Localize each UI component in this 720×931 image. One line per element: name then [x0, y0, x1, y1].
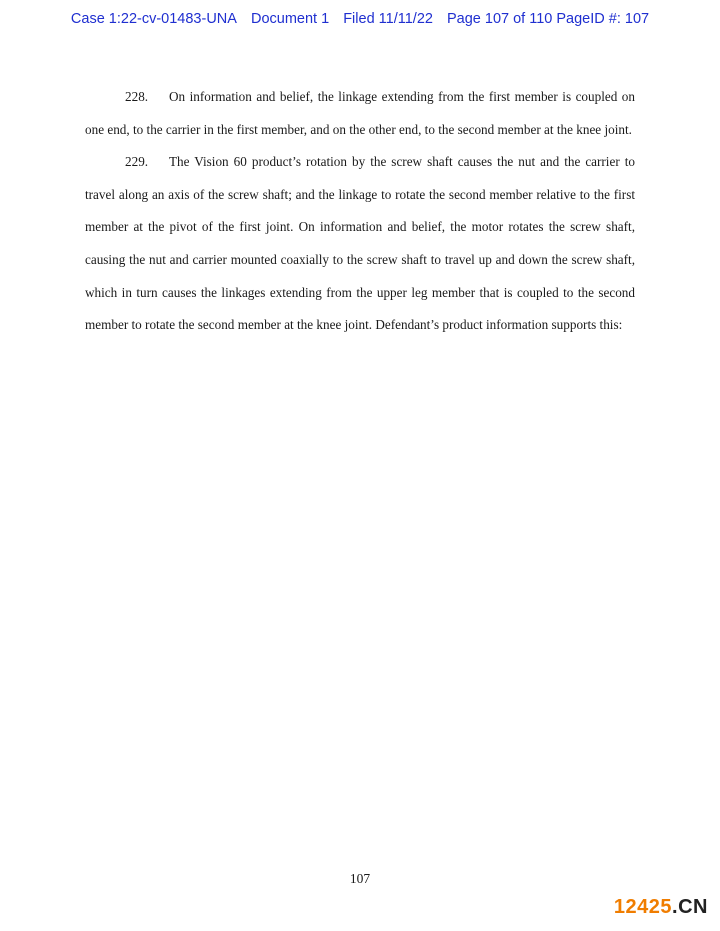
paragraph-228 — [85, 81, 635, 146]
watermark-logo — [614, 896, 708, 919]
paragraph-text: The Vision 60 product’s rotation by the screw shaft causes the nut and the carrier to travel along an axis of the screw shaft; and the linkage to rotate the second member relative to the first member at the pivot of the first joint. On information and belief, the motor rotates the screw shaft, causing the nut and carrier mounted coaxially to the screw shaft to travel up and down the screw shaft, which in turn causes the linkages extending from the upper leg member that is coupled to the second member to rotate the second member at the knee joint. Defendant’s product information supports this: — [85, 154, 635, 333]
case-header — [0, 11, 720, 27]
watermark-tld: .CN — [672, 896, 708, 918]
paragraph-number: 228. — [125, 89, 149, 104]
watermark-number: 12425 — [613, 896, 673, 918]
page-id: Page 107 of 110 PageID #: 107 — [446, 11, 650, 27]
paragraph-229 — [85, 146, 635, 342]
paragraph-number: 229. — [125, 154, 149, 170]
document-body — [85, 81, 635, 342]
case-number: Case 1:22-cv-01483-UNA — [70, 11, 237, 27]
paragraph-text: On information and belief, the linkage extending from the first member is coupled on one end, to the carrier in the first member, and on the other end, to the second member at the knee joint. — [85, 89, 635, 137]
filed-date: Filed 11/11/22 — [343, 11, 433, 27]
page-number: 107 — [349, 871, 371, 886]
document-number: Document 1 — [250, 11, 330, 27]
